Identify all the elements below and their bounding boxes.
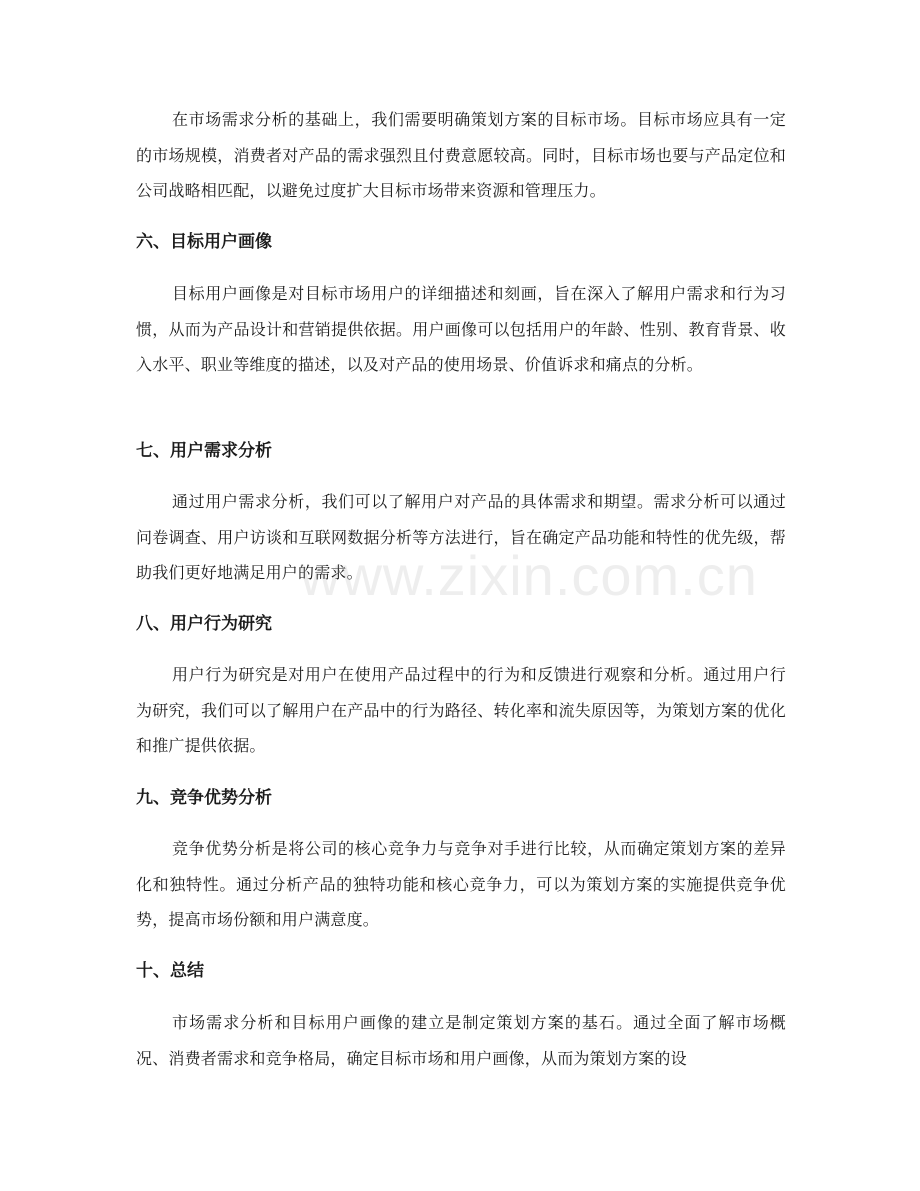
section-heading: 六、目标用户画像 [136, 232, 272, 252]
section-paragraph: 目标用户画像是对目标市场用户的详细描述和刻画，旨在深入了解用户需求和行为习惯，从而为产品设计和营销提供依据。用户画像可以包括用户的年龄、性别、教育背景、收入水平、职业等维度的描述，以及对产品的使用场景、价值诉求和痛点的分析。 [136, 284, 786, 374]
section-heading: 九、竞争优势分析 [136, 788, 272, 808]
section-8-body [136, 657, 786, 764]
intro-block [136, 102, 786, 209]
section-6 [136, 230, 786, 254]
section-paragraph: 市场需求分析和目标用户画像的建立是制定策划方案的基石。通过全面了解市场概况、消费者需求和竞争格局，确定目标市场和用户画像，从而为策划方案的设 [136, 1013, 786, 1068]
section-heading: 十、总结 [136, 961, 204, 981]
section-paragraph: 竞争优势分析是将公司的核心竞争力与竞争对手进行比较，从而确定策划方案的差异化和独特性。通过分析产品的独特功能和核心竞争力，可以为策划方案的实施提供竞争优势，提高市场份额和用户满意度。 [136, 839, 786, 929]
section-8 [136, 612, 786, 636]
section-7 [136, 439, 786, 463]
section-heading: 七、用户需求分析 [136, 441, 272, 461]
section-6-body [136, 276, 786, 383]
section-10-body [136, 1005, 786, 1076]
section-7-body [136, 484, 786, 591]
intro-paragraph: 在市场需求分析的基础上，我们需要明确策划方案的目标市场。目标市场应具有一定的市场规模，消费者对产品的需求强烈且付费意愿较高。同时，目标市场也要与产品定位和公司战略相匹配，以避免过度扩大目标市场带来资源和管理压力。 [136, 110, 786, 200]
section-heading: 八、用户行为研究 [136, 614, 272, 634]
section-paragraph: 用户行为研究是对用户在使用产品过程中的行为和反馈进行观察和分析。通过用户行为研究，我们可以了解用户在产品中的行为路径、转化率和流失原因等，为策划方案的优化和推广提供依据。 [136, 665, 786, 755]
watermark-text: www.zixin.com.cn [300, 544, 758, 607]
section-9 [136, 786, 786, 810]
section-paragraph: 通过用户需求分析，我们可以了解用户对产品的具体需求和期望。需求分析可以通过问卷调查、用户访谈和互联网数据分析等方法进行，旨在确定产品功能和特性的优先级，帮助我们更好地满足用户的需求。 [136, 492, 786, 582]
section-9-body [136, 831, 786, 938]
section-10 [136, 959, 786, 983]
